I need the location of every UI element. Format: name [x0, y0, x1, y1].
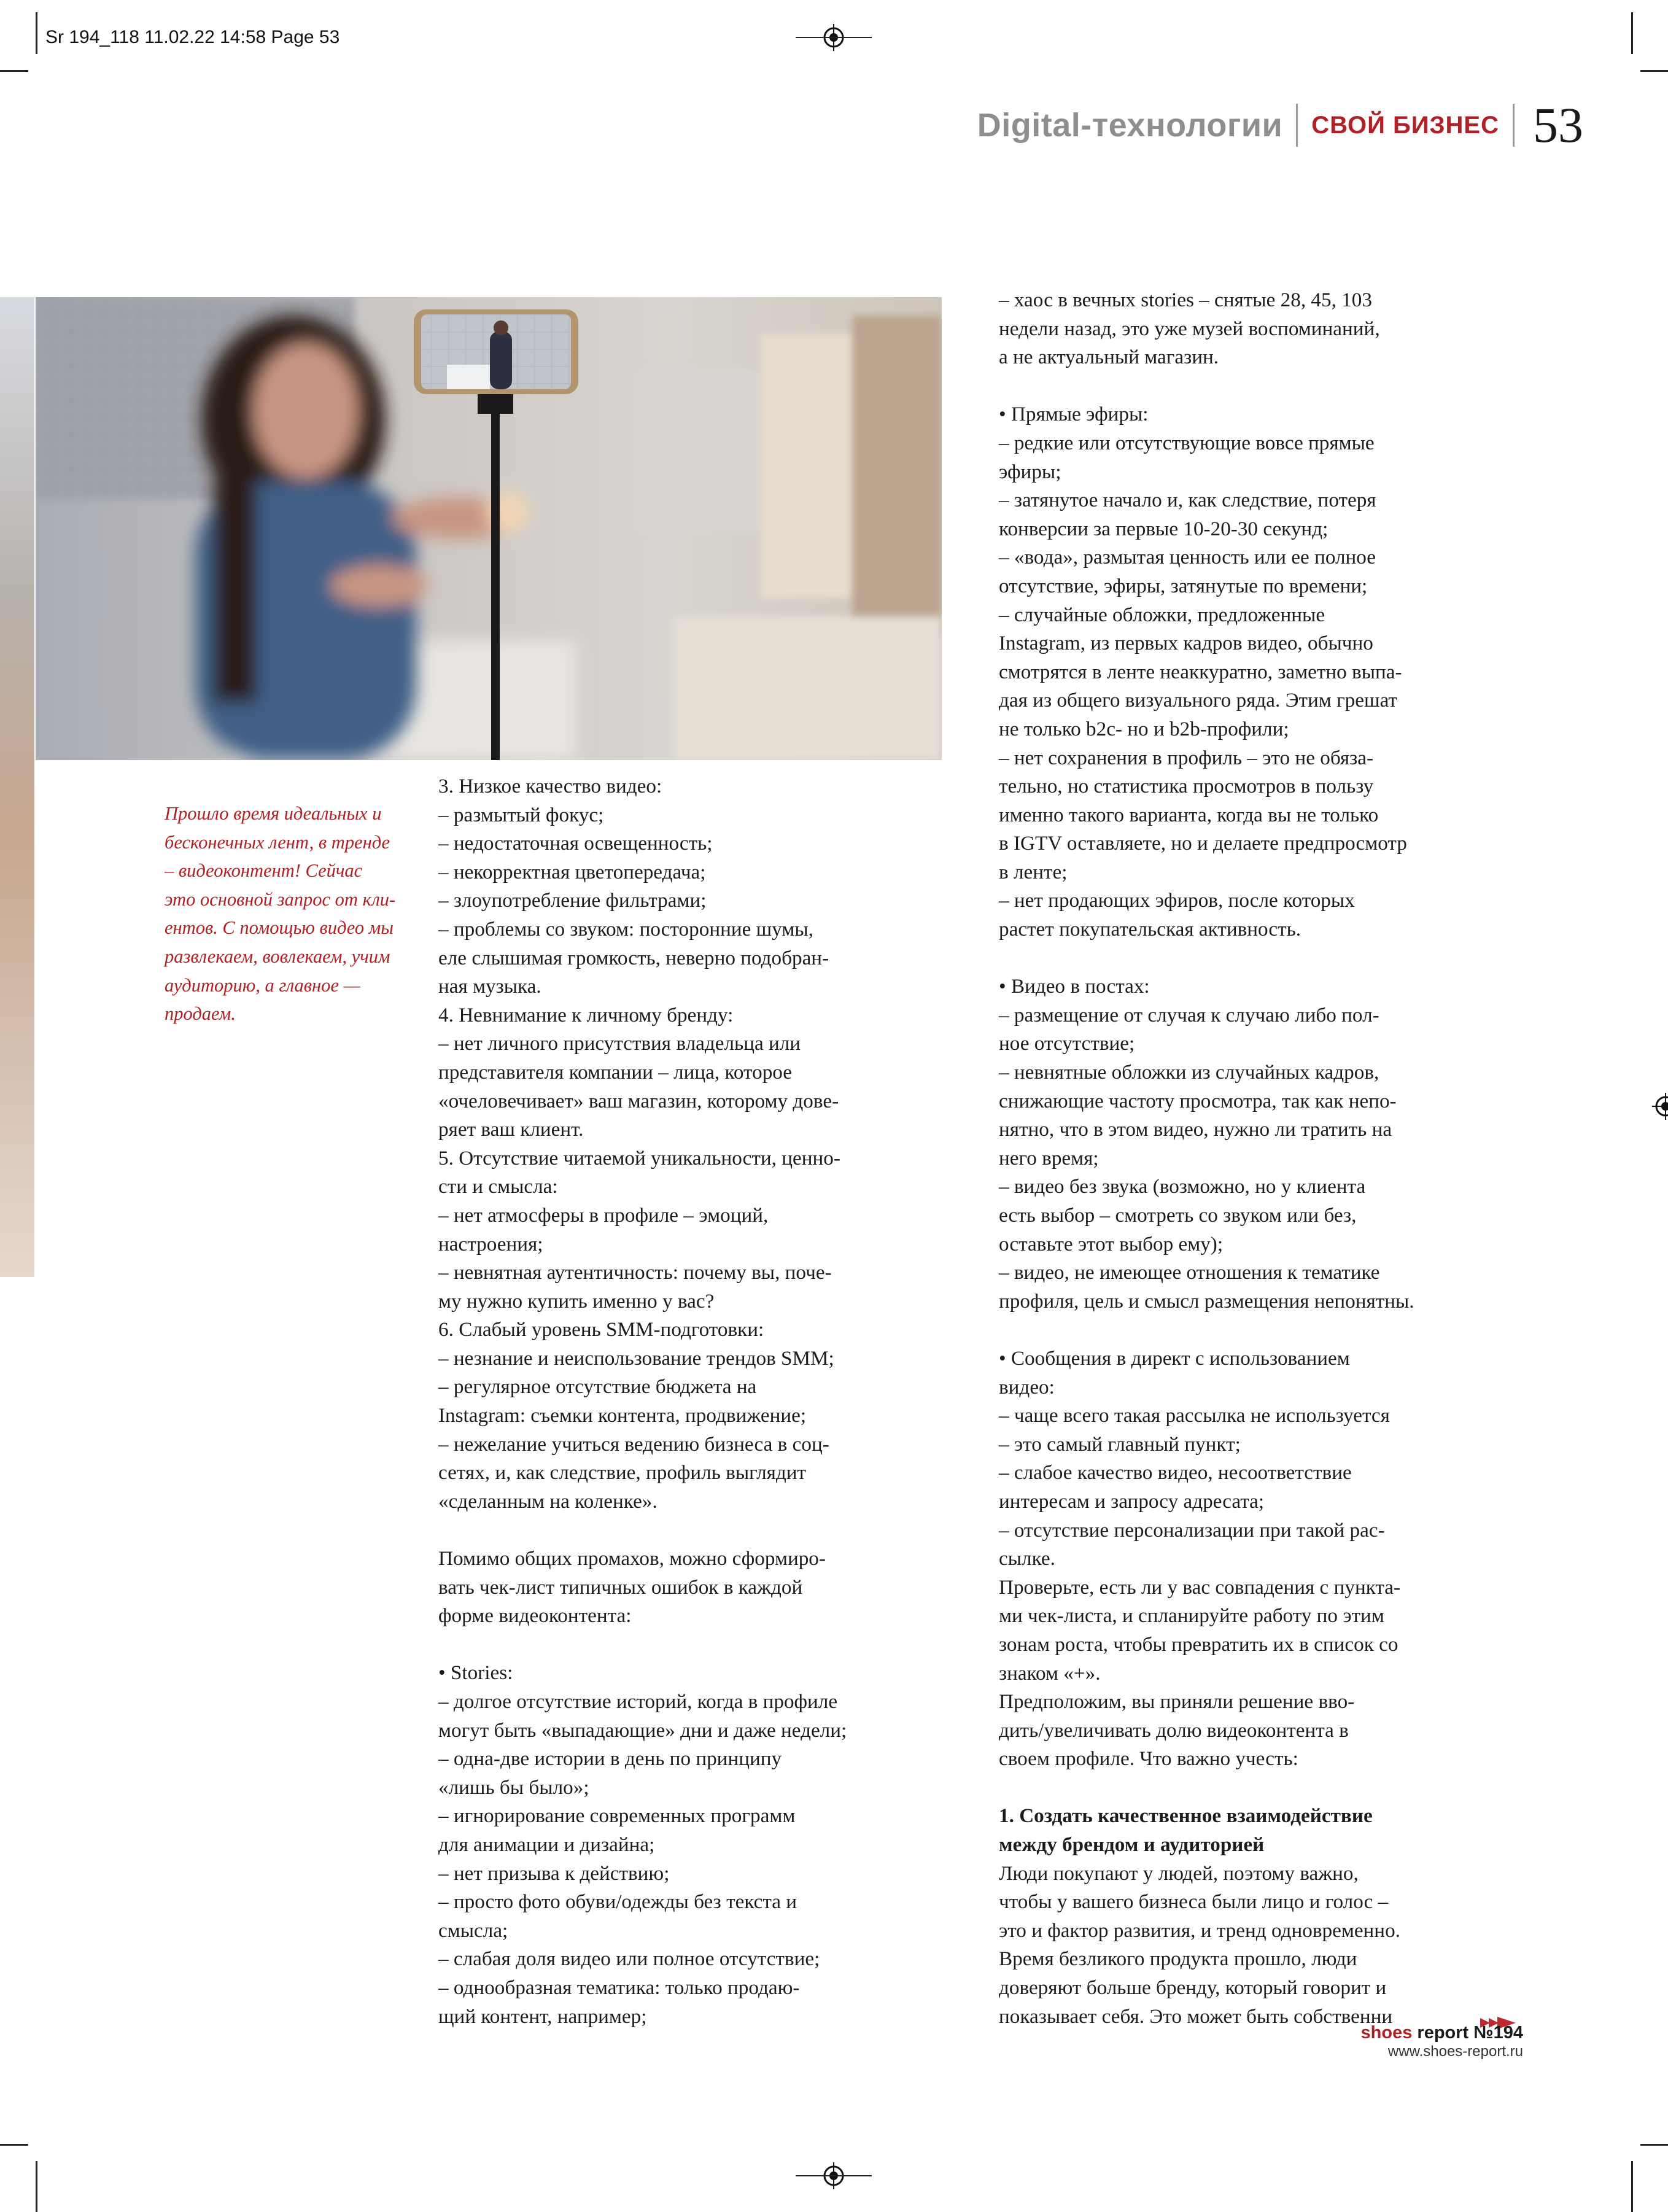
text-line: щий контент, например; [438, 2004, 647, 2028]
text-line: Предположим, вы приняли решение вво- [999, 1690, 1355, 1713]
text-line: доверяют больше бренду, который говорит и [999, 1976, 1387, 2000]
text-line: – нет атмосферы в профиле – эмоций, [438, 1203, 769, 1227]
text-line: показывает себя. Это может быть собственни [999, 2004, 1393, 2028]
text-line: • Сообщения в директ с использованием [999, 1346, 1350, 1370]
text-line: – нет личного присутствия владельца или [438, 1032, 801, 1055]
text-line: Instagram: съемки контента, продвижение; [438, 1404, 807, 1427]
crop-mark [1631, 12, 1633, 54]
text-line: – хаос в вечных stories – снятые 28, 45, 103 [999, 289, 1372, 311]
text-line [438, 1631, 847, 1659]
running-header [977, 97, 1583, 153]
text-line: смотрятся в ленте неаккуратно, заметно выпа- [999, 660, 1402, 683]
print-slug: Sr 194_118 11.02.22 14:58 Page 53 [45, 27, 340, 47]
text-line: дая из общего визуального ряда. Этим грешат [999, 689, 1397, 712]
text-line: – «вода», размытая ценность или ее полное [999, 546, 1376, 569]
text-line: «очеловечивает» ваш магазин, которому дове- [438, 1089, 839, 1112]
text-line: – видео, не имеющее отношения к тематике [999, 1261, 1380, 1284]
article-photo [36, 297, 942, 760]
quote-line: ентов. С помощью видео мы [165, 917, 394, 939]
text-line: – нет продающих эфиров, после которых [999, 889, 1355, 912]
text-line: – отсутствие персонализации при такой рас- [999, 1518, 1385, 1542]
text-line: еле слышимая громкость, неверно подобран- [438, 946, 829, 969]
text-line: – редкие или отсутствующие вовсе прямые [999, 431, 1375, 454]
text-line: – игнорирование современных программ [438, 1804, 796, 1828]
text-line: в ленте; [999, 860, 1068, 883]
text-line [999, 372, 1414, 401]
text-line: – это самый главный пункт; [999, 1432, 1241, 1456]
quote-line: бесконечных лент, в тренде [165, 831, 390, 853]
text-line: зонам роста, чтобы превратить их в список со [999, 1632, 1398, 1656]
text-line: профиля, цель и смысл размещения непонятны. [999, 1289, 1414, 1313]
crop-mark [1631, 2161, 1633, 2212]
text-line: – долгое отсутствие историй, когда в профиле [438, 1690, 838, 1713]
text-line [999, 1774, 1414, 1803]
text-line: ми чек-листа, и спланируйте работу по этим [999, 1604, 1384, 1628]
text-line: знаком «+». [999, 1661, 1101, 1685]
text-line: Люди покупают у людей, поэтому важно, [999, 1861, 1359, 1885]
magazine-url: www.shoes-report.ru [1387, 2043, 1523, 2060]
text-line: • Stories: [438, 1661, 513, 1685]
page-footer [1361, 2023, 1523, 2060]
quote-line: – видеоконтент! Сейчас [165, 860, 363, 882]
text-line: – нет призыва к действию; [438, 1861, 670, 1885]
text-line: Instagram, из первых кадров видео, обычно [999, 632, 1373, 655]
text-line: Время безликого продукта прошло, люди [999, 1947, 1357, 1971]
text-line: сылке. [999, 1547, 1055, 1570]
text-line: форме видеоконтента: [438, 1604, 632, 1628]
crop-mark [36, 12, 37, 54]
text-line: – одна-две истории в день по принципу [438, 1747, 782, 1771]
text-line: ное отсутствие; [999, 1032, 1135, 1055]
text-line: – слабая доля видео или полное отсутствие; [438, 1947, 820, 1971]
text-line: Проверьте, есть ли у вас совпадения с пункта- [999, 1575, 1401, 1599]
section-title: Digital-технологии [977, 107, 1283, 144]
article-column-right [999, 286, 1414, 2031]
text-line: – нежелание учиться ведению бизнеса в соц- [438, 1432, 829, 1456]
registration-mark-icon [1652, 1093, 1668, 1120]
text-line [438, 1516, 847, 1545]
text-line: настроения; [438, 1232, 543, 1255]
crop-mark [1640, 70, 1668, 72]
text-line: интересам и запросу адресата; [999, 1489, 1265, 1513]
header-divider [1296, 104, 1298, 147]
text-line: вать чек-лист типичных ошибок в каждой [438, 1575, 803, 1599]
bleed-image-strip [0, 297, 34, 1277]
text-line: в IGTV оставляете, но и делаете предпросмотр [999, 832, 1407, 855]
page-number: 53 [1533, 97, 1583, 153]
quote-line: это основной запрос от кли- [165, 888, 396, 910]
quote-line: Прошло время идеальных и [165, 803, 382, 824]
rubric-title: СВОЙ БИЗНЕС [1311, 111, 1499, 139]
text-line: видео: [999, 1375, 1055, 1399]
text-line [999, 944, 1414, 973]
text-line: ряет ваш клиент. [438, 1118, 584, 1141]
text-line: снижающие частоту просмотра, так как непо- [999, 1089, 1397, 1112]
text-line: своем профиле. Что важно учесть: [999, 1747, 1298, 1771]
text-line: дить/увеличивать долю видеоконтента в [999, 1718, 1349, 1742]
text-line: – невнятные обложки из случайных кадров, [999, 1061, 1379, 1084]
text-line: – однообразная тематика: только продаю- [438, 1976, 800, 1999]
text-line: «лишь бы было»; [438, 1775, 589, 1799]
magazine-brand: shoes report №194 [1360, 2023, 1523, 2043]
woman-filming-with-smartphone-photo [36, 297, 942, 760]
text-line: • Прямые эфиры: [999, 403, 1149, 426]
quote-line: продаем. [165, 1003, 236, 1025]
text-line: сти и смысла: [438, 1175, 558, 1198]
text-line: конверсии за первые 10-20-30 секунд; [999, 517, 1329, 540]
text-line: – чаще всего такая рассылка не используется [999, 1404, 1390, 1427]
text-line: ная музыка. [438, 975, 541, 998]
quote-line: аудиторию, а главное — [165, 974, 360, 996]
text-line: 6. Слабый уровень SMM-подготовки: [438, 1318, 764, 1341]
text-line [999, 1316, 1414, 1345]
text-line: не только b2c- но и b2b-профили; [999, 717, 1289, 740]
registration-line [796, 37, 872, 38]
text-line: для анимации и дизайна; [438, 1833, 655, 1856]
text-line: оставьте этот выбор ему); [999, 1232, 1224, 1255]
text-line: – случайные обложки, предложенные [999, 603, 1325, 626]
text-line: – нет сохранения в профиль – это не обяза- [999, 746, 1374, 769]
text-line: – проблемы со звуком: посторонние шумы, [438, 917, 813, 941]
text-line: него время; [999, 1146, 1099, 1170]
text-line: – незнание и неиспользование трендов SMM; [438, 1346, 834, 1370]
text-line: эфиры; [999, 460, 1061, 483]
text-line: а не актуальный магазин. [999, 346, 1219, 369]
text-line: тельно, но статистика просмотров в пользу [999, 775, 1374, 798]
registration-line [796, 2175, 872, 2176]
text-line: Помимо общих промахов, можно сформиро- [438, 1547, 826, 1570]
text-line: – просто фото обуви/одежды без текста и [438, 1890, 797, 1914]
crop-mark [1640, 2144, 1668, 2146]
text-line: недели назад, это уже музей воспоминаний, [999, 317, 1380, 340]
text-line: есть выбор – смотреть со звуком или без, [999, 1204, 1357, 1227]
text-line: 4. Невнимание к личному бренду: [438, 1003, 734, 1026]
text-line: именно такого варианта, когда вы не только [999, 803, 1379, 826]
quote-line: развлекаем, вовлекаем, учим [165, 945, 390, 967]
crop-mark [36, 2161, 37, 2212]
crop-mark [0, 70, 28, 72]
text-line: • Видео в постах: [999, 975, 1150, 998]
text-line: – злоупотребление фильтрами; [438, 889, 707, 912]
text-line: – размытый фокус; [438, 803, 604, 826]
text-line: нятно, что в этом видео, нужно ли тратить на [999, 1118, 1392, 1141]
text-line: – слабое качество видео, несоответствие [999, 1461, 1352, 1484]
text-line: – видео без звука (возможно, но у клиента [999, 1175, 1366, 1198]
text-line: – размещение от случая к случаю либо пол- [999, 1003, 1379, 1026]
text-line: смысла; [438, 1919, 508, 1942]
text-line: – затянутое начало и, как следствие, потеря [999, 489, 1376, 512]
text-line: могут быть «выпадающие» дни и даже недели; [438, 1718, 847, 1742]
text-line: представителя компании – лица, которое [438, 1060, 793, 1084]
pull-quote [165, 799, 420, 1028]
text-line: – невнятная аутентичность: почему вы, поче- [438, 1261, 832, 1284]
subheading: 1. Создать качественное взаимодействие [999, 1804, 1373, 1828]
header-divider [1513, 104, 1515, 147]
text-line: чтобы у вашего бизнеса были лицо и голос – [999, 1890, 1389, 1914]
text-line: – некорректная цветопередача; [438, 860, 706, 883]
text-line: сетях, и, как следствие, профиль выглядит [438, 1461, 807, 1484]
article-column-middle [438, 772, 847, 2031]
text-line: отсутствие, эфиры, затянутые по времени; [999, 574, 1368, 597]
text-line: это и фактор развития, и тренд одновременно. [999, 1919, 1400, 1942]
text-line: «сделанным на коленке». [438, 1489, 658, 1513]
text-line: – недостаточная освещенность; [438, 832, 713, 855]
text-line: растет покупательская активность. [999, 918, 1301, 941]
text-line: му нужно купить именно у вас? [438, 1289, 715, 1313]
subheading: между брендом и аудиторией [999, 1833, 1265, 1857]
text-line: – регулярное отсутствие бюджета на [438, 1375, 757, 1399]
text-line: 3. Низкое качество видео: [438, 775, 662, 797]
crop-mark [0, 2144, 28, 2146]
text-line: 5. Отсутствие читаемой уникальности, ценно- [438, 1146, 840, 1170]
